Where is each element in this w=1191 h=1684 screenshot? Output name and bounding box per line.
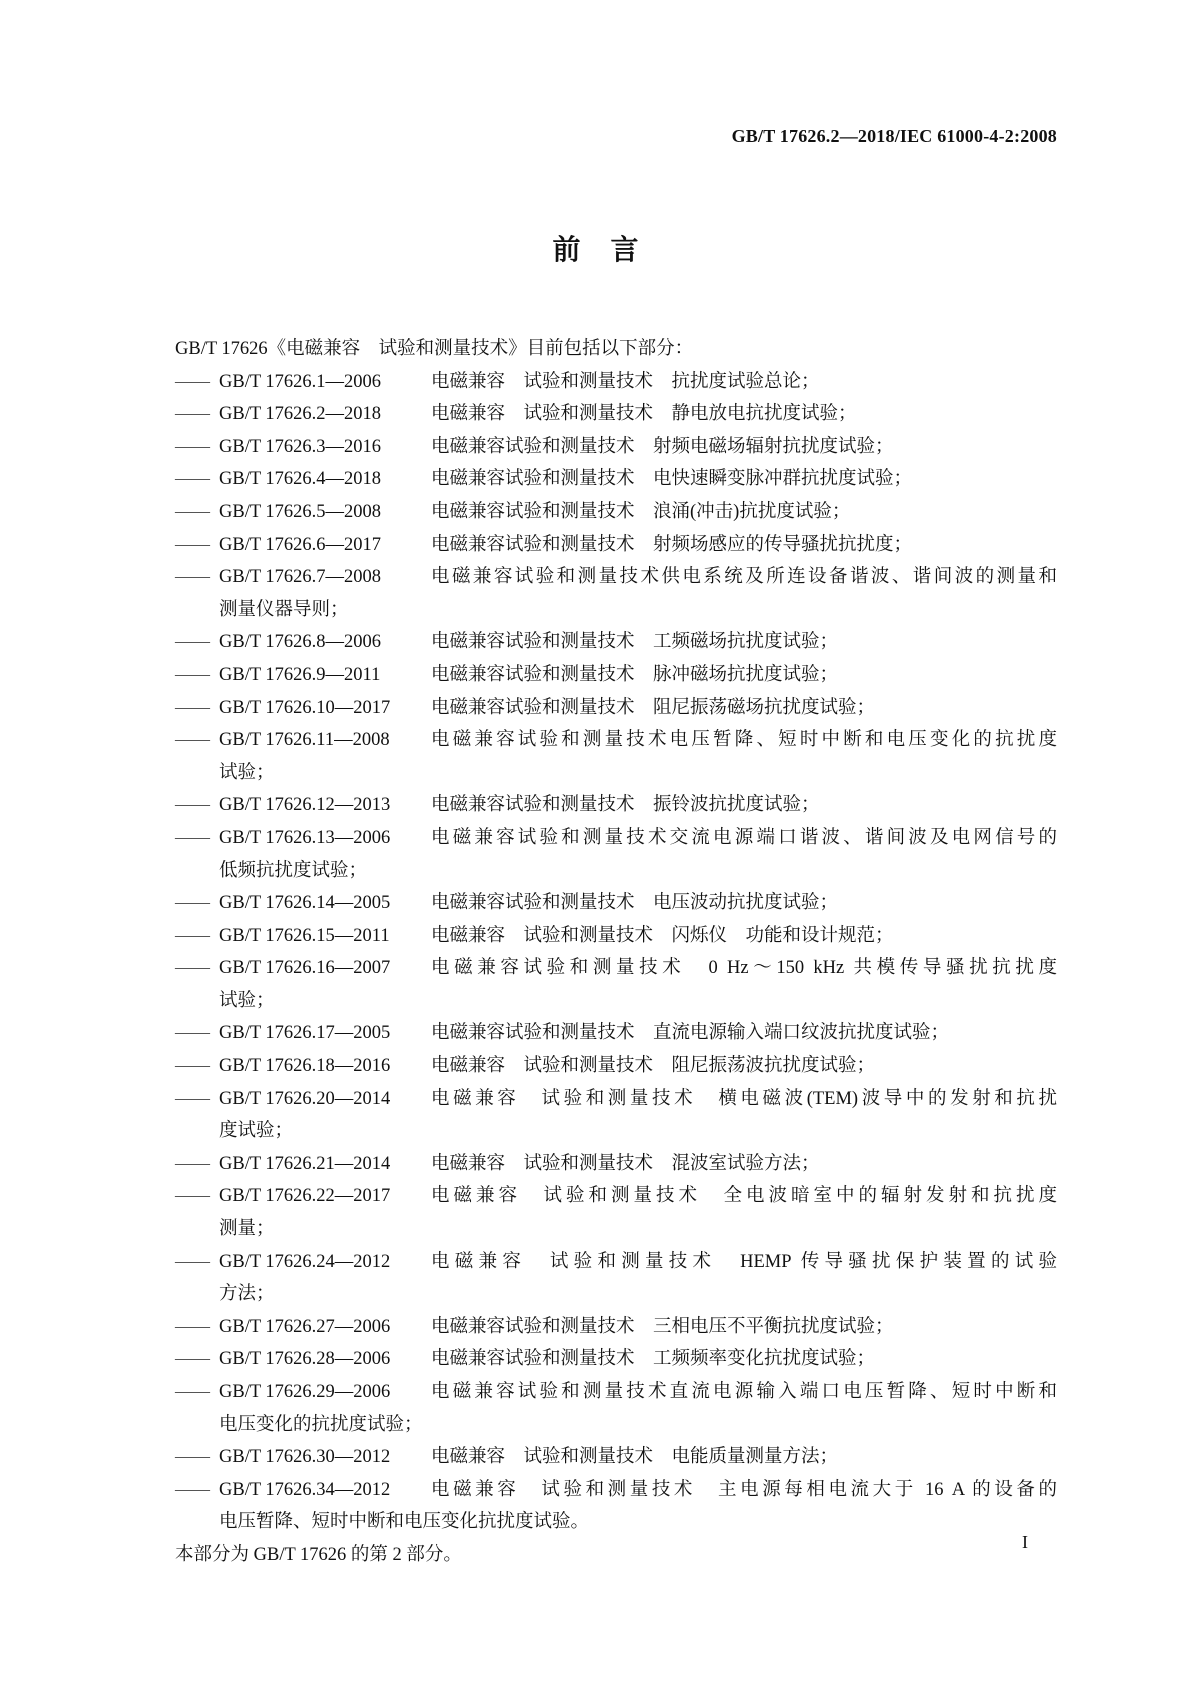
standard-title-continuation: 测量仪器导则； (219, 599, 349, 620)
list-item (175, 496, 1057, 529)
list-item (175, 1180, 1057, 1245)
standard-code: GB/T 17626.21—2014 (219, 1153, 391, 1174)
list-item (175, 366, 1057, 399)
list-item (175, 887, 1057, 920)
standard-code: GB/T 17626.13—2006 (219, 827, 391, 848)
list-item (175, 659, 1057, 692)
standard-code: GB/T 17626.10—2017 (219, 697, 391, 718)
list-item (175, 431, 1057, 464)
list-dash: —— (175, 404, 208, 425)
list-dash: —— (175, 730, 208, 751)
standard-code: GB/T 17626.9—2011 (219, 664, 381, 685)
list-dash: —— (175, 371, 208, 392)
standard-code: GB/T 17626.16—2007 (219, 958, 391, 979)
list-dash: —— (175, 1479, 208, 1500)
list-dash: —— (175, 1316, 208, 1337)
standard-code: GB/T 17626.20—2014 (219, 1088, 391, 1109)
page-title: 前言 (552, 235, 669, 266)
list-item (175, 561, 1057, 626)
list-dash: —— (175, 697, 208, 718)
standard-title-continuation: 试验； (219, 990, 275, 1011)
standard-title: 电磁兼容试验和测量技术 三相电压不平衡抗扰度试验； (431, 1316, 894, 1337)
standard-number-header: GB/T 17626.2—2018/IEC 61000-4-2:2008 (731, 126, 1057, 146)
standard-title: 电磁兼容 试验和测量技术 抗扰度试验总论； (431, 371, 820, 392)
list-item (175, 1343, 1057, 1376)
list-item (175, 952, 1057, 1017)
standard-title: 电磁兼容 试验和测量技术 横电磁波(TEM)波导中的发射和抗扰 (431, 1088, 1057, 1109)
standard-title: 电磁兼容试验和测量技术 直流电源输入端口纹波抗扰度试验； (431, 1023, 950, 1044)
standard-title: 电磁兼容试验和测量技术电压暂降、短时中断和电压变化的抗扰度 (431, 730, 1057, 751)
list-dash: —— (175, 1382, 208, 1402)
list-dash: —— (175, 1153, 208, 1174)
standard-code: GB/T 17626.7—2008 (219, 567, 382, 588)
list-item (175, 626, 1057, 659)
standard-title: 电磁兼容试验和测量技术 射频场感应的传导骚扰抗扰度； (431, 534, 913, 555)
document-body (175, 333, 1057, 1572)
standard-title: 电磁兼容试验和测量技术 浪涌(冲击)抗扰度试验； (431, 501, 851, 522)
list-dash: —— (175, 925, 208, 946)
standard-code: GB/T 17626.30—2012 (219, 1447, 391, 1468)
list-dash: —— (175, 893, 208, 914)
standard-title: 电磁兼容 试验和测量技术 全电波暗室中的辐射发射和抗扰度 (431, 1186, 1057, 1207)
standard-code: GB/T 17626.14—2005 (219, 893, 391, 914)
standard-title: 电磁兼容试验和测量技术直流电源输入端口电压暂降、短时中断和 (431, 1382, 1057, 1402)
standard-code: GB/T 17626.28—2006 (219, 1349, 391, 1370)
standard-title: 电磁兼容 试验和测量技术 HEMP 传导骚扰保护装置的试验 (431, 1251, 1057, 1272)
list-dash: —— (175, 632, 208, 653)
page-number: I (1022, 1532, 1028, 1552)
standard-code: GB/T 17626.8—2006 (219, 632, 382, 653)
list-dash: —— (175, 1251, 208, 1272)
standard-code: GB/T 17626.6—2017 (219, 534, 382, 555)
list-item (175, 463, 1057, 496)
list-dash: —— (175, 501, 208, 522)
list-dash: —— (175, 795, 208, 816)
standard-title: 电磁兼容试验和测量技术 脉冲磁场抗扰度试验； (431, 664, 839, 685)
list-dash: —— (175, 567, 208, 588)
list-dash: —— (175, 436, 208, 457)
standard-code: GB/T 17626.1—2006 (219, 371, 382, 392)
list-item (175, 1474, 1057, 1539)
standard-title-continuation: 方法； (219, 1284, 275, 1305)
standard-code: GB/T 17626.11—2008 (219, 730, 390, 751)
standard-title: 电磁兼容 试验和测量技术 闪烁仪 功能和设计规范； (431, 925, 894, 946)
standard-title: 电磁兼容 试验和测量技术 混波室试验方法； (431, 1153, 820, 1174)
list-dash: —— (175, 469, 208, 490)
standard-code: GB/T 17626.12—2013 (219, 795, 391, 816)
standard-code: GB/T 17626.18—2016 (219, 1056, 391, 1077)
standard-code: GB/T 17626.17—2005 (219, 1023, 391, 1044)
intro-paragraph: GB/T 17626《电磁兼容 试验和测量技术》目前包括以下部分： (175, 339, 694, 359)
list-item (175, 1441, 1057, 1474)
standard-title: 电磁兼容试验和测量技术 0 Hz～150 kHz 共模传导骚扰抗扰度 (431, 958, 1057, 979)
standard-title-continuation: 度试验； (219, 1121, 294, 1142)
standard-code: GB/T 17626.34—2012 (219, 1479, 391, 1500)
standard-title: 电磁兼容试验和测量技术 射频电磁场辐射抗扰度试验； (431, 436, 894, 457)
list-dash: —— (175, 1088, 208, 1109)
standard-code: GB/T 17626.29—2006 (219, 1382, 391, 1402)
standard-code: GB/T 17626.24—2012 (219, 1251, 391, 1272)
standard-title: 电磁兼容试验和测量技术 工频磁场抗扰度试验； (431, 632, 839, 653)
standard-code: GB/T 17626.3—2016 (219, 436, 382, 457)
standard-title: 电磁兼容 试验和测量技术 主电源每相电流大于 16 A 的设备的 (431, 1479, 1057, 1500)
standard-title: 电磁兼容试验和测量技术 电压波动抗扰度试验； (431, 893, 839, 914)
list-dash: —— (175, 664, 208, 685)
standard-title-continuation: 电压暂降、短时中断和电压变化抗扰度试验。 (219, 1512, 590, 1533)
standard-title: 电磁兼容 试验和测量技术 阻尼振荡波抗扰度试验； (431, 1056, 876, 1077)
list-dash: —— (175, 1349, 208, 1370)
list-item (175, 724, 1057, 789)
standard-title: 电磁兼容试验和测量技术 电快速瞬变脉冲群抗扰度试验； (431, 469, 913, 490)
standard-code: GB/T 17626.27—2006 (219, 1316, 391, 1337)
list-item (175, 529, 1057, 562)
standard-code: GB/T 17626.2—2018 (219, 404, 382, 425)
list-item (175, 1017, 1057, 1050)
standard-title: 电磁兼容试验和测量技术 振铃波抗扰度试验； (431, 795, 820, 816)
list-dash: —— (175, 1186, 208, 1207)
standard-title: 电磁兼容试验和测量技术 阻尼振荡磁场抗扰度试验； (431, 697, 876, 718)
standard-title-continuation: 电压变化的抗扰度试验； (219, 1414, 423, 1435)
standard-code: GB/T 17626.22—2017 (219, 1186, 391, 1207)
list-item (175, 1050, 1057, 1083)
list-item (175, 1246, 1057, 1311)
standard-title-continuation: 试验； (219, 762, 275, 783)
standard-code: GB/T 17626.15—2011 (219, 925, 390, 946)
standard-title: 电磁兼容试验和测量技术 工频频率变化抗扰度试验； (431, 1349, 876, 1370)
list-item (175, 1148, 1057, 1181)
standard-code: GB/T 17626.5—2008 (219, 501, 382, 522)
list-item (175, 1311, 1057, 1344)
list-item (175, 1083, 1057, 1148)
list-dash: —— (175, 1023, 208, 1044)
list-dash: —— (175, 1056, 208, 1077)
list-dash: —— (175, 1447, 208, 1468)
standard-title: 电磁兼容 试验和测量技术 电能质量测量方法； (431, 1447, 839, 1468)
list-item (175, 1376, 1057, 1441)
standard-title-continuation: 测量； (219, 1219, 275, 1240)
list-item (175, 398, 1057, 431)
list-item (175, 692, 1057, 725)
list-item (175, 920, 1057, 953)
closing-paragraph: 本部分为 GB/T 17626 的第 2 部分。 (175, 1544, 462, 1565)
standard-title: 电磁兼容 试验和测量技术 静电放电抗扰度试验； (431, 404, 857, 425)
standard-title: 电磁兼容试验和测量技术供电系统及所连设备谐波、谐间波的测量和 (431, 567, 1057, 588)
list-dash: —— (175, 534, 208, 555)
standard-parts-list (175, 366, 1057, 1539)
list-item (175, 789, 1057, 822)
list-dash: —— (175, 958, 208, 979)
standard-code: GB/T 17626.4—2018 (219, 469, 382, 490)
list-dash: —— (175, 827, 208, 848)
standard-title: 电磁兼容试验和测量技术交流电源端口谐波、谐间波及电网信号的 (431, 827, 1057, 848)
standard-title-continuation: 低频抗扰度试验； (219, 860, 368, 881)
list-item (175, 822, 1057, 887)
